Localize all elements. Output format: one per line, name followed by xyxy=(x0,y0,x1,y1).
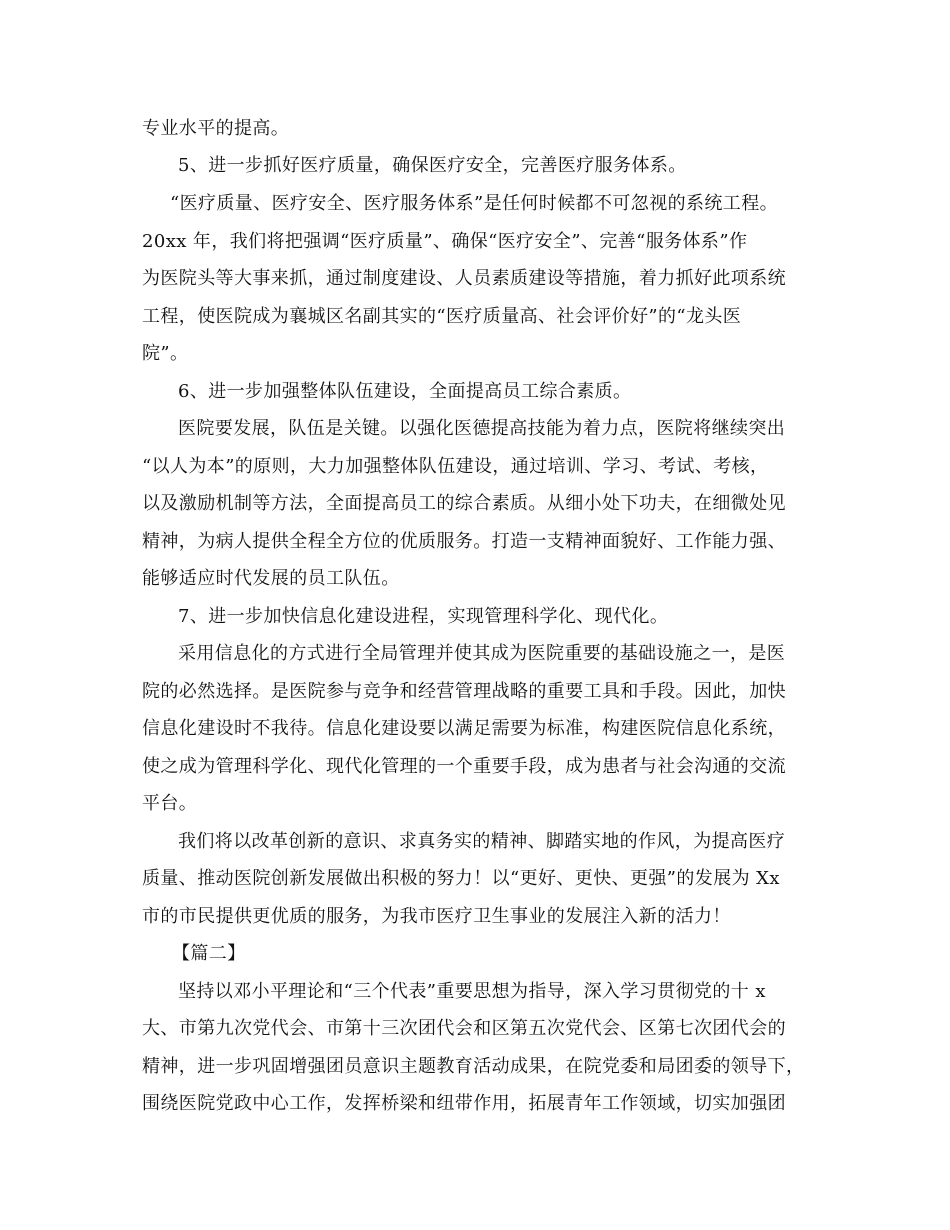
text-line: 平台。 xyxy=(142,793,198,814)
section-heading-5: 5、进一步抓好医疗质量，确保医疗安全，完善医疗服务体系。 xyxy=(178,155,687,176)
text-line: 精神，为病人提供全程全方位的优质服务。打造一支精神面貌好、工作能力强、 xyxy=(142,531,786,552)
text-line: 医院要发展，队伍是关键。以强化医德提高技能为着力点，医院将继续突出 xyxy=(178,418,786,439)
text-line: 20xx 年，我们将把强调“医疗质量”、确保“医疗安全”、完善“服务体系”作 xyxy=(142,231,748,252)
text-line: 以及激励机制等方法，全面提高员工的综合素质。从细小处下功夫，在细微处见 xyxy=(142,493,786,514)
text-line: 采用信息化的方式进行全局管理并使其成为医院重要的基础设施之一，是医 xyxy=(178,643,786,664)
section-heading-7: 7、进一步加快信息化建设进程，实现管理科学化、现代化。 xyxy=(178,606,669,627)
text-line: 我们将以改革创新的意识、求真务实的精神、脚踏实地的作风，为提高医疗 xyxy=(178,831,786,852)
text-line: 市的市民提供更优质的服务，为我市医疗卫生事业的发展注入新的活力！ xyxy=(142,906,731,927)
text-line: 使之成为管理科学化、现代化管理的一个重要手段，成为患者与社会沟通的交流 xyxy=(142,756,786,777)
part-two-heading: 【篇二】 xyxy=(172,943,246,964)
text-line: 坚持以邓小平理论和“三个代表”重要思想为指导，深入学习贯彻党的十 x xyxy=(178,981,766,1002)
text-line: 质量、推动医院创新发展做出积极的努力！以“更好、更快、更强”的发展为 Xx xyxy=(142,868,780,889)
text-line: 围绕医院党政中心工作，发挥桥梁和纽带作用，拓展青年工作领域，切实加强团 xyxy=(142,1093,786,1114)
text-line: “医疗质量、医疗安全、医疗服务体系”是任何时候都不可忽视的系统工程。 xyxy=(170,193,779,214)
text-line: 工程，使医院成为襄城区名副其实的“医疗质量高、社会评价好”的“龙头医 xyxy=(142,306,742,327)
text-line: 院的必然选择。是医院参与竞争和经营管理战略的重要工具和手段。因此，加快 xyxy=(142,681,786,702)
text-line: 院”。 xyxy=(142,343,189,364)
text-line: 信息化建设时不我待。信息化建设要以满足需要为标准，构建医院信息化系统， xyxy=(142,718,786,739)
text-line: 为医院头等大事来抓，通过制度建设、人员素质建设等措施，着力抓好此项系统 xyxy=(142,268,786,289)
section-heading-6: 6、进一步加强整体队伍建设，全面提高员工综合素质。 xyxy=(178,381,632,402)
text-line: 精神，进一步巩固增强团员意识主题教育活动成果，在院党委和局团委的领导下， xyxy=(142,1056,805,1077)
text-line: 专业水平的提高。 xyxy=(142,118,290,139)
text-line: 能够适应时代发展的员工队伍。 xyxy=(142,568,400,589)
text-line: “以人为本”的原则，大力加强整体队伍建设，通过培训、学习、考试、考核， xyxy=(142,456,769,477)
text-line: 大、市第九次党代会、市第十三次团代会和区第五次党代会、区第七次团代会的 xyxy=(142,1018,786,1039)
